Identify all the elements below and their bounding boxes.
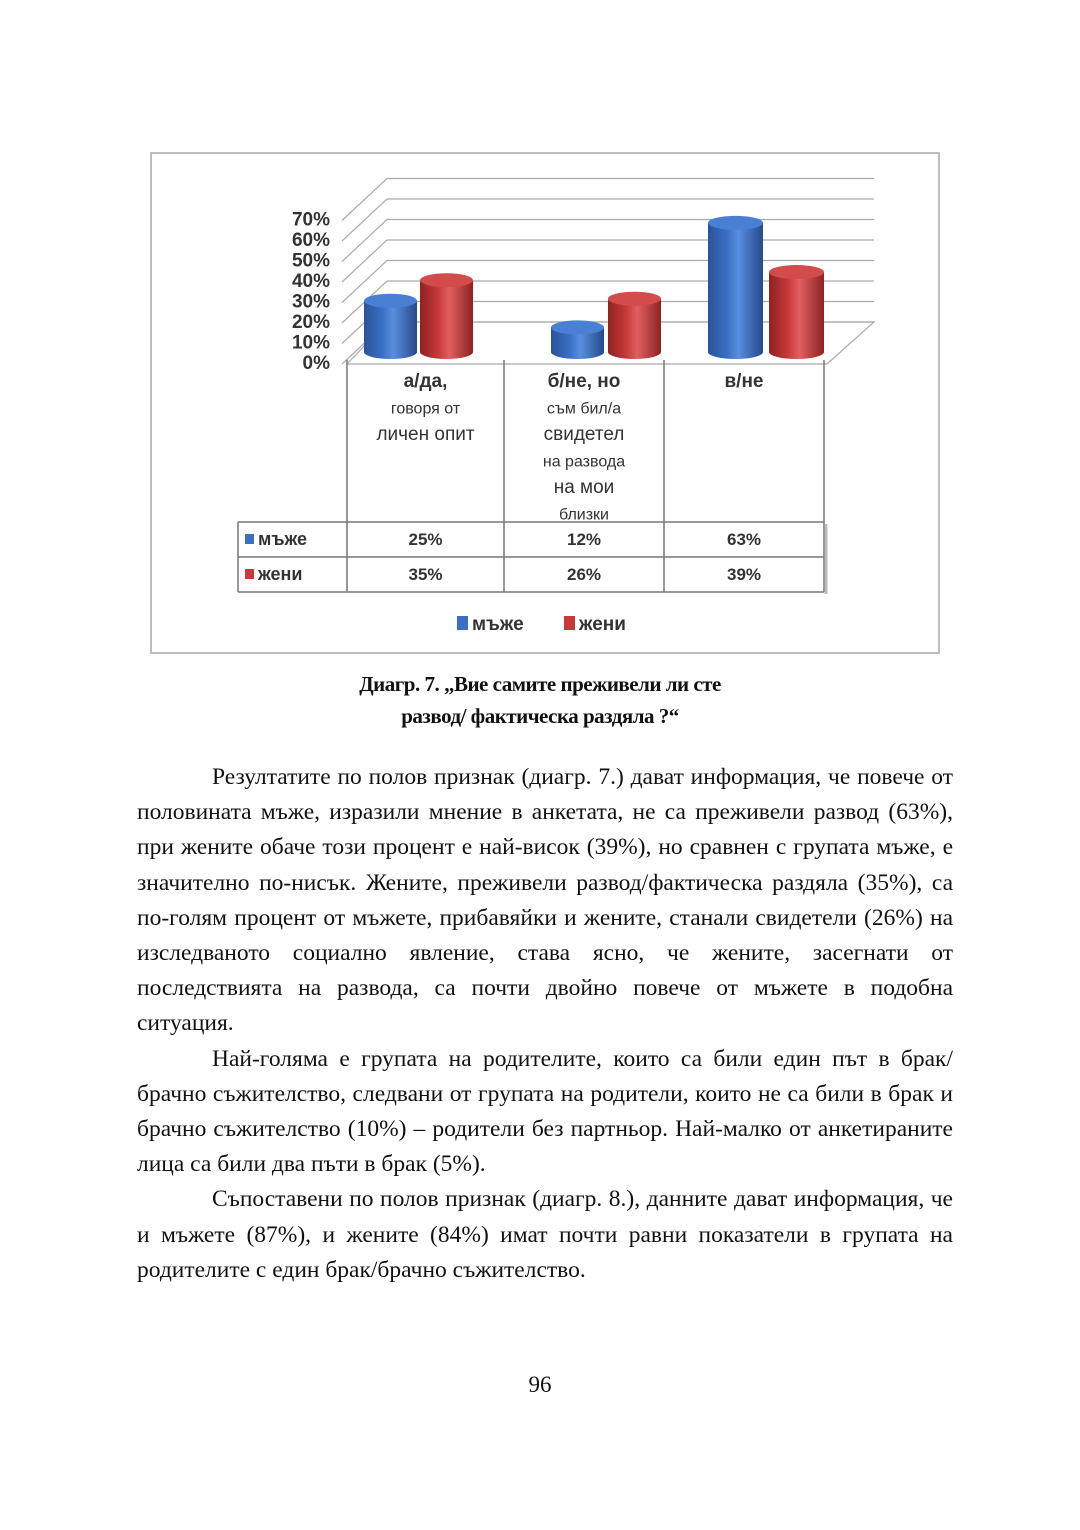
data-label: 26%	[566, 565, 602, 584]
category-label: съм бил/а	[546, 400, 622, 418]
data-label: 25%	[408, 530, 443, 549]
y-tick-label: 50%	[291, 250, 330, 272]
y-tick-label: 40%	[291, 271, 330, 292]
category-label: на мои	[553, 477, 615, 498]
chart-diagram-7	[150, 152, 940, 654]
bar-body	[769, 272, 824, 359]
legend-label: мъже	[472, 614, 524, 635]
data-label: 63%	[726, 530, 762, 549]
page-number: 96	[528, 1372, 552, 1397]
category-label: на разводa	[542, 453, 626, 471]
y-tick-label: 30%	[291, 291, 330, 313]
category-label: личен опит	[376, 424, 475, 445]
series-label: жени	[258, 564, 303, 584]
legend-swatch-жени	[564, 616, 575, 630]
bar-top	[708, 216, 763, 230]
y-tick-label: 60%	[291, 230, 330, 251]
category-label: говоря от	[390, 400, 461, 418]
paragraph: Съпоставени по полов признак (диагр. 8.), данните дават информация, че и мъжете (87%), и жените (84%) имат почти равни показатели в групата на родителите с един брак/брачно съжителство.	[137, 1186, 953, 1283]
y-tick-label: 20%	[291, 312, 330, 333]
figure-caption-line-1: Диагр. 7. „Вие самите преживели ли сте	[359, 672, 721, 696]
bar-мъже-0	[364, 294, 417, 359]
paragraph: Резултатите по полов признак (диагр. 7.) дават информация, че повече от половината мъже, изразили мнение в анкетата, не са преживели развод (63%), при жените обаче този процент е най-висок (39%), но сравнен с групата мъже, е значително по-нисък. Жените, преживели развод/фактическа раздяла (35%), са по-голям процент от мъжете, прибавяйки и жените, станали свидетели (26%) на изследваното социално явление, става ясно, че жените, засегнати от последствията на развода, са почти двойно повече от мъжете в подобна ситуация.	[137, 764, 953, 1037]
category-label: близки	[559, 506, 609, 524]
category-label: б/не, но	[547, 371, 621, 392]
bar-body	[364, 301, 417, 359]
data-label: 39%	[726, 565, 762, 584]
legend-key-жени	[245, 569, 254, 579]
bar-top	[551, 320, 604, 334]
figure-caption-line-2: развод/ фактическа раздяла ?“	[401, 704, 679, 728]
bar-top	[769, 265, 824, 279]
bar-body	[708, 223, 763, 359]
gridline-side	[342, 179, 387, 221]
bar-top	[364, 294, 417, 308]
gridline-side	[342, 199, 387, 241]
bar-жени-1	[608, 292, 661, 359]
bar-body	[420, 280, 473, 359]
y-tick-label: 70%	[291, 209, 330, 231]
gridline-side	[342, 220, 387, 262]
category-label: в/не	[724, 371, 764, 392]
y-tick-label: 10%	[291, 332, 330, 354]
bar-жени-0	[420, 273, 473, 359]
bar-top	[608, 292, 661, 306]
series-label: мъже	[258, 529, 307, 549]
bar-body	[608, 299, 661, 359]
paragraph: Най-голяма е групата на родителите, които са били един път в брак/брачно съжителство, следвани от групата на родители, които не са били в брак и брачно съжителство (10%) – родители без партньор. Най-малко от анкетираните лица са били два пъти в брак (5%).	[137, 1045, 953, 1178]
gridline-side	[342, 240, 387, 282]
y-tick-label: 0%	[302, 353, 330, 374]
bar-top	[420, 273, 473, 287]
data-label: 12%	[566, 530, 602, 549]
category-label: а/да,	[403, 371, 448, 392]
category-label: свидетел	[543, 424, 625, 445]
legend-swatch-мъже	[457, 616, 468, 630]
legend-label: жени	[579, 614, 626, 635]
bar-chart	[152, 154, 942, 656]
body-text	[137, 760, 953, 1288]
bar-мъже-1	[551, 320, 604, 359]
legend-key-мъже	[245, 534, 254, 544]
bar-мъже-2	[708, 216, 763, 359]
data-label: 35%	[408, 565, 443, 584]
bar-жени-2	[769, 265, 824, 359]
